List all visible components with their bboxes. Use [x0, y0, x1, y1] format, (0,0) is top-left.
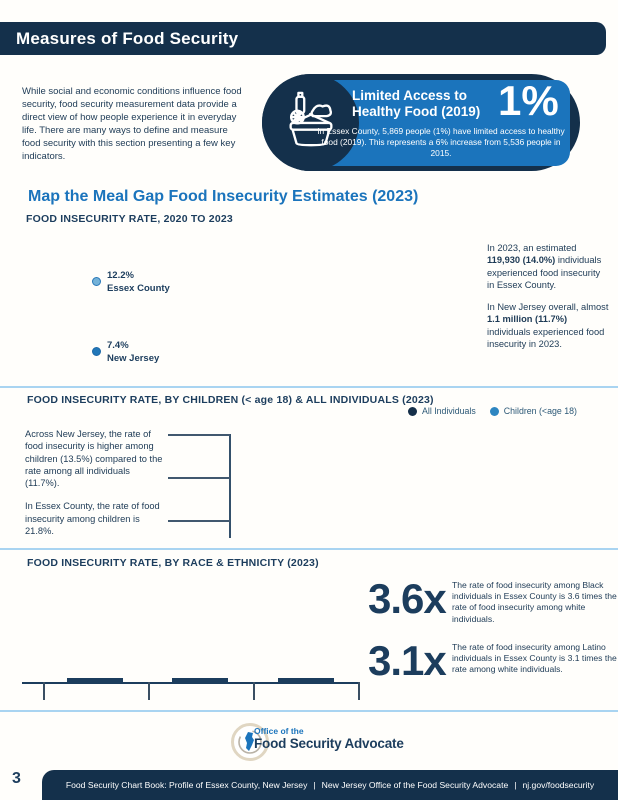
race-chart-bar-base — [67, 678, 123, 682]
footer-office-name: New Jersey Office of the Food Security Advocate — [321, 780, 509, 790]
data-point-new-jersey — [92, 347, 101, 356]
race-chart-tick — [253, 682, 255, 700]
section-divider — [0, 386, 618, 388]
children-chart-axis — [229, 434, 231, 538]
stat-value-black-ratio: 3.6x — [368, 575, 446, 622]
chart-title-race-ethnicity: FOOD INSECURITY RATE, BY RACE & ETHNICITY (2023) — [27, 557, 319, 569]
footer-book-title: Food Security Chart Book: Profile of Essex County, New Jersey — [65, 780, 308, 790]
stat-text-latino-ratio: The rate of food insecurity among Latino individuals in Essex County is 3.1 times the rate among white individuals. — [452, 642, 617, 675]
race-chart-axis — [22, 682, 360, 684]
legend-dot-children-icon — [490, 407, 499, 416]
intro-paragraph: While social and economic conditions influence food security, food security measurement data provide a direct view of how people experience it in everyday life. There are many ways to define and measure food security with this section presenting a few key indicators. — [22, 86, 242, 162]
data-label-essex-county: 12.2% Essex County — [107, 270, 170, 294]
chart-legend — [408, 406, 577, 416]
footer-separator: | — [514, 780, 517, 790]
legend-item-all-individuals: All Individuals — [408, 406, 476, 416]
stat-value-latino-ratio: 3.1x — [368, 637, 446, 684]
legend-dot-all-individuals-icon — [408, 407, 417, 416]
note-new-jersey: In New Jersey overall, almost 1.1 million (11.7%) individuals experienced food insecurity in 2023. — [487, 302, 609, 349]
race-chart-tick — [148, 682, 150, 700]
section-heading-meal-gap: Map the Meal Gap Food Insecurity Estimates (2023) — [28, 188, 419, 205]
race-chart-tick — [358, 682, 360, 700]
stat-text-black-ratio: The rate of food insecurity among Black individuals in Essex County is 3.6 times the rate of food insecurity among white individuals. — [452, 580, 617, 624]
footer-url-link[interactable]: nj.gov/foodsecurity — [522, 780, 595, 790]
note-essex: In 2023, an estimated 119,930 (14.0%) individuals experienced food insecurity in Essex County. — [487, 243, 602, 290]
footer-bar — [42, 770, 618, 800]
logo-wordmark: Office of the Food Security Advocate — [254, 726, 404, 751]
data-label-new-jersey: 7.4% New Jersey — [107, 340, 160, 364]
children-section-text: Across New Jersey, the rate of food insecurity is higher among children (13.5%) compared to the rate among all individuals (11.7%). In Essex County, the rate of food insecurity among children is 21.8%. — [25, 429, 163, 536]
children-chart-gridline — [168, 434, 230, 436]
page-number: 3 — [12, 770, 21, 787]
callout-stat-value: 1% — [498, 77, 559, 124]
callout-title: Limited Access to Healthy Food (2019) — [352, 88, 481, 120]
chart-title-rate-2020-2023: FOOD INSECURITY RATE, 2020 TO 2023 — [26, 213, 233, 225]
section-divider — [0, 710, 618, 712]
page-title-bar — [0, 22, 606, 55]
race-chart-bar-base — [172, 678, 228, 682]
data-point-essex-county — [92, 277, 101, 286]
page-title: Measures of Food Security — [16, 28, 239, 48]
sidebar-notes — [487, 242, 609, 360]
chart-title-children: FOOD INSECURITY RATE, BY CHILDREN (< age 18) & ALL INDIVIDUALS (2023) — [27, 394, 434, 406]
callout-description: In Essex County, 5,869 people (1%) have limited access to healthy food (2019). This represents a 6% increase from 5,536 people in 2015. — [317, 126, 565, 158]
children-chart-gridline — [168, 477, 230, 479]
footer-separator: | — [313, 780, 316, 790]
section-divider — [0, 548, 618, 550]
race-chart-tick — [43, 682, 45, 700]
legend-item-children: Children (<age 18) — [490, 406, 577, 416]
children-chart-gridline — [168, 520, 230, 522]
race-chart-bar-base — [278, 678, 334, 682]
